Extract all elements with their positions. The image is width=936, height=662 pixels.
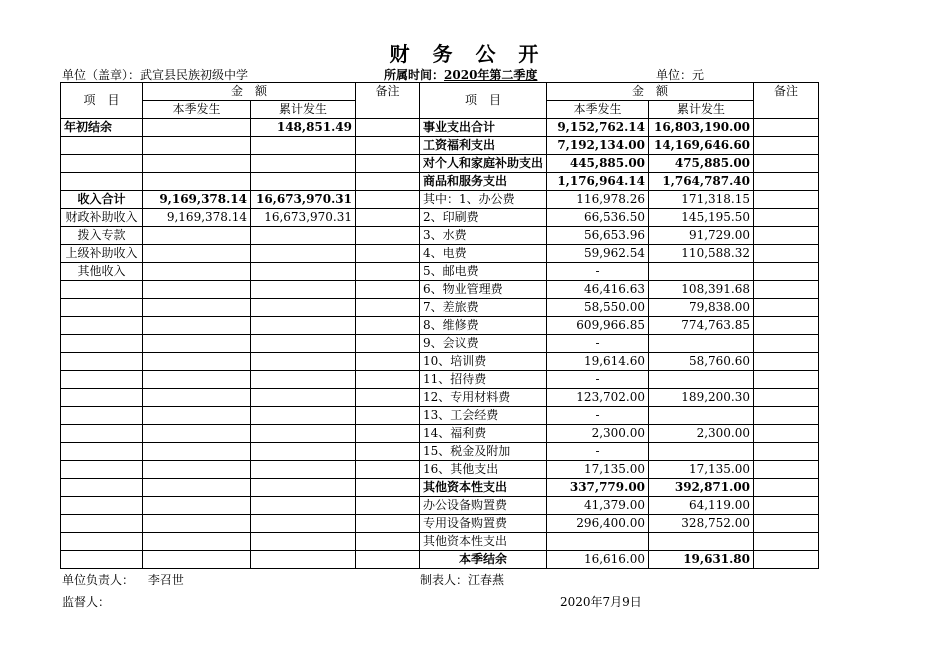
right-current-amount: - [547,407,649,425]
right-cumulative-amount [649,443,754,461]
left-note [356,479,420,497]
right-item-label: 对个人和家庭补助支出 [420,155,547,173]
left-note [356,191,420,209]
left-cumulative-amount [251,407,356,425]
right-note [754,389,819,407]
left-item-label [61,173,143,191]
left-note [356,209,420,227]
left-item-label: 上级补助收入 [61,245,143,263]
left-item-label [61,425,143,443]
left-current-amount [143,479,251,497]
right-item-label: 12、专用材料费 [420,389,547,407]
left-cumulative-amount [251,371,356,389]
left-item-label [61,281,143,299]
left-cumulative-amount: 16,673,970.31 [251,191,356,209]
left-current-amount [143,281,251,299]
head-name: 李召世 [147,573,184,587]
right-note [754,425,819,443]
right-item-label: 15、税金及附加 [420,443,547,461]
right-note [754,119,819,137]
left-current-amount [143,227,251,245]
left-cumulative-amount: 148,851.49 [251,119,356,137]
left-current-amount [143,407,251,425]
table-row [61,245,819,263]
right-note [754,461,819,479]
header-item-right: 项 目 [420,83,547,119]
right-item-label: 事业支出合计 [420,119,547,137]
right-item-label: 11、招待费 [420,371,547,389]
right-cumulative-amount: 1,764,787.40 [649,173,754,191]
left-note [356,317,420,335]
table-row [61,533,819,551]
left-cumulative-amount [251,263,356,281]
finance-table [60,82,819,569]
left-current-amount [143,353,251,371]
table-row [61,389,819,407]
preparer-label: 制表人： [420,573,469,587]
left-item-label [61,137,143,155]
period-value: 2020年第二季度 [444,68,538,82]
right-current-amount: 56,653.96 [547,227,649,245]
table-row [61,281,819,299]
left-note [356,353,420,371]
left-note [356,263,420,281]
table-row [61,443,819,461]
left-current-amount [143,389,251,407]
preparer-name: 江春燕 [468,573,505,587]
left-item-label: 财政补助收入 [61,209,143,227]
right-note [754,443,819,461]
right-item-label: 其他资本性支出 [420,479,547,497]
right-note [754,497,819,515]
left-current-amount [143,119,251,137]
table-row [61,551,819,569]
left-cumulative-amount: 16,673,970.31 [251,209,356,227]
right-current-amount: 2,300.00 [547,425,649,443]
table-row [61,407,819,425]
right-current-amount: 445,885.00 [547,155,649,173]
left-item-label [61,317,143,335]
left-cumulative-amount [251,425,356,443]
left-cumulative-amount [251,335,356,353]
left-note [356,119,420,137]
right-current-amount [547,533,649,551]
table-row [61,227,819,245]
right-note [754,479,819,497]
right-current-amount: 116,978.26 [547,191,649,209]
right-cumulative-amount [649,371,754,389]
right-note [754,515,819,533]
right-note [754,407,819,425]
right-item-label: 3、水费 [420,227,547,245]
left-note [356,371,420,389]
table-row [61,173,819,191]
left-item-label [61,443,143,461]
unit-label: 单位（盖章）： [62,68,141,82]
right-current-amount: - [547,371,649,389]
right-note [754,227,819,245]
header-amount-left: 金 额 [143,83,356,101]
right-cumulative-amount: 19,631.80 [649,551,754,569]
header-current-right: 本季发生 [547,101,649,119]
left-cumulative-amount [251,281,356,299]
header-current-left: 本季发生 [143,101,251,119]
left-item-label [61,335,143,353]
left-note [356,515,420,533]
head-label: 单位负责人： [62,573,135,587]
left-item-label [61,353,143,371]
left-cumulative-amount [251,479,356,497]
right-item-label: 4、电费 [420,245,547,263]
left-cumulative-amount [251,137,356,155]
right-item-label: 工资福利支出 [420,137,547,155]
left-item-label [61,299,143,317]
right-current-amount: 337,779.00 [547,479,649,497]
right-item-label: 其中：1、办公费 [420,191,547,209]
table-row [61,371,819,389]
left-current-amount [143,533,251,551]
left-item-label [61,479,143,497]
right-item-label: 专用设备购置费 [420,515,547,533]
right-item-label: 5、邮电费 [420,263,547,281]
right-item-label: 办公设备购置费 [420,497,547,515]
right-current-amount: 59,962.54 [547,245,649,263]
table-row [61,515,819,533]
right-note [754,317,819,335]
left-note [356,137,420,155]
right-cumulative-amount [649,263,754,281]
left-item-label: 拨入专款 [61,227,143,245]
left-current-amount [143,461,251,479]
right-note [754,281,819,299]
right-current-amount: - [547,443,649,461]
left-note [356,173,420,191]
table-row [61,335,819,353]
right-item-label: 10、培训费 [420,353,547,371]
right-note [754,533,819,551]
left-current-amount [143,515,251,533]
left-item-label [61,533,143,551]
right-item-label: 本季结余 [420,551,547,569]
left-note [356,227,420,245]
right-current-amount: 123,702.00 [547,389,649,407]
left-current-amount [143,335,251,353]
left-item-label [61,551,143,569]
left-note [356,407,420,425]
right-cumulative-amount: 475,885.00 [649,155,754,173]
left-current-amount [143,551,251,569]
right-note [754,335,819,353]
right-current-amount: 41,379.00 [547,497,649,515]
left-note [356,461,420,479]
right-current-amount: - [547,263,649,281]
right-current-amount: 17,135.00 [547,461,649,479]
header-row-1 [61,83,819,101]
right-current-amount: 16,616.00 [547,551,649,569]
left-cumulative-amount [251,245,356,263]
right-current-amount: 66,536.50 [547,209,649,227]
left-cumulative-amount [251,461,356,479]
right-cumulative-amount: 2,300.00 [649,425,754,443]
table-row [61,425,819,443]
left-cumulative-amount [251,515,356,533]
preparer-signature [420,571,504,588]
right-cumulative-amount: 774,763.85 [649,317,754,335]
left-current-amount [143,137,251,155]
right-current-amount: 1,176,964.14 [547,173,649,191]
right-cumulative-amount: 79,838.00 [649,299,754,317]
table-row [61,353,819,371]
head-signature [62,571,184,588]
right-item-label: 6、物业管理费 [420,281,547,299]
header-cumulative-left: 累计发生 [251,101,356,119]
table-row [61,299,819,317]
left-cumulative-amount [251,317,356,335]
right-item-label: 其他资本性支出 [420,533,547,551]
right-item-label: 9、会议费 [420,335,547,353]
left-cumulative-amount [251,173,356,191]
right-cumulative-amount: 14,169,646.60 [649,137,754,155]
left-item-label [61,371,143,389]
left-item-label [61,407,143,425]
left-note [356,245,420,263]
right-current-amount: 609,966.85 [547,317,649,335]
right-note [754,137,819,155]
right-current-amount: 7,192,134.00 [547,137,649,155]
right-current-amount: 19,614.60 [547,353,649,371]
right-cumulative-amount [649,335,754,353]
left-cumulative-amount [251,353,356,371]
right-cumulative-amount [649,533,754,551]
left-item-label [61,497,143,515]
left-cumulative-amount [251,299,356,317]
table-row [61,263,819,281]
left-item-label [61,389,143,407]
right-cumulative-amount: 145,195.50 [649,209,754,227]
left-note [356,497,420,515]
left-current-amount [143,371,251,389]
right-item-label: 13、工会经费 [420,407,547,425]
right-cumulative-amount: 110,588.32 [649,245,754,263]
period-info [384,66,537,83]
right-note [754,245,819,263]
left-current-amount [143,173,251,191]
left-note [356,299,420,317]
header-note-left: 备注 [356,83,420,119]
left-current-amount [143,263,251,281]
left-current-amount: 9,169,378.14 [143,209,251,227]
table-row [61,137,819,155]
left-cumulative-amount [251,443,356,461]
right-note [754,173,819,191]
right-cumulative-amount: 328,752.00 [649,515,754,533]
right-note [754,551,819,569]
right-note [754,263,819,281]
left-item-label [61,155,143,173]
page-title: 财 务 公 开 [389,42,547,66]
left-note [356,533,420,551]
right-cumulative-amount [649,407,754,425]
right-current-amount: 58,550.00 [547,299,649,317]
right-current-amount: 9,152,762.14 [547,119,649,137]
left-item-label: 收入合计 [61,191,143,209]
left-item-label: 其他收入 [61,263,143,281]
right-cumulative-amount: 392,871.00 [649,479,754,497]
right-cumulative-amount: 91,729.00 [649,227,754,245]
left-cumulative-amount [251,155,356,173]
header-item-left: 项 目 [61,83,143,119]
table-row [61,119,819,137]
right-item-label: 商品和服务支出 [420,173,547,191]
table-row [61,317,819,335]
left-note [356,281,420,299]
left-current-amount: 9,169,378.14 [143,191,251,209]
right-cumulative-amount: 16,803,190.00 [649,119,754,137]
table-row [61,479,819,497]
table-row [61,155,819,173]
left-note [356,551,420,569]
left-current-amount [143,245,251,263]
left-cumulative-amount [251,497,356,515]
header-cumulative-right: 累计发生 [649,101,754,119]
left-current-amount [143,443,251,461]
unit-name: 武宣县民族初级中学 [140,68,249,82]
report-date: 2020年7月9日 [560,595,642,609]
left-item-label: 年初结余 [61,119,143,137]
right-note [754,191,819,209]
left-current-amount [143,497,251,515]
right-item-label: 8、维修费 [420,317,547,335]
right-current-amount: - [547,335,649,353]
right-note [754,299,819,317]
right-cumulative-amount: 189,200.30 [649,389,754,407]
left-note [356,425,420,443]
right-item-label: 2、印刷费 [420,209,547,227]
left-current-amount [143,317,251,335]
left-cumulative-amount [251,551,356,569]
right-item-label: 7、差旅费 [420,299,547,317]
left-note [356,389,420,407]
left-current-amount [143,155,251,173]
right-item-label: 14、福利费 [420,425,547,443]
header-amount-right: 金 额 [547,83,754,101]
table-row [61,497,819,515]
header-note-right: 备注 [754,83,819,119]
right-note [754,353,819,371]
right-item-label: 16、其他支出 [420,461,547,479]
left-cumulative-amount [251,227,356,245]
right-note [754,371,819,389]
left-current-amount [143,299,251,317]
right-cumulative-amount: 58,760.60 [649,353,754,371]
right-cumulative-amount: 17,135.00 [649,461,754,479]
table-row [61,191,819,209]
right-note [754,155,819,173]
right-note [754,209,819,227]
left-note [356,443,420,461]
table-row [61,209,819,227]
right-cumulative-amount: 171,318.15 [649,191,754,209]
table-row [61,461,819,479]
left-item-label [61,461,143,479]
left-cumulative-amount [251,533,356,551]
right-cumulative-amount: 64,119.00 [649,497,754,515]
right-cumulative-amount: 108,391.68 [649,281,754,299]
period-label: 所属时间： [384,68,445,82]
right-current-amount: 296,400.00 [547,515,649,533]
left-note [356,155,420,173]
unit-info [62,66,248,83]
left-item-label [61,515,143,533]
left-cumulative-amount [251,389,356,407]
supervisor-label: 监督人： [62,595,111,609]
right-current-amount: 46,416.63 [547,281,649,299]
currency-unit: 单位：元 [656,68,705,82]
left-note [356,335,420,353]
left-current-amount [143,425,251,443]
